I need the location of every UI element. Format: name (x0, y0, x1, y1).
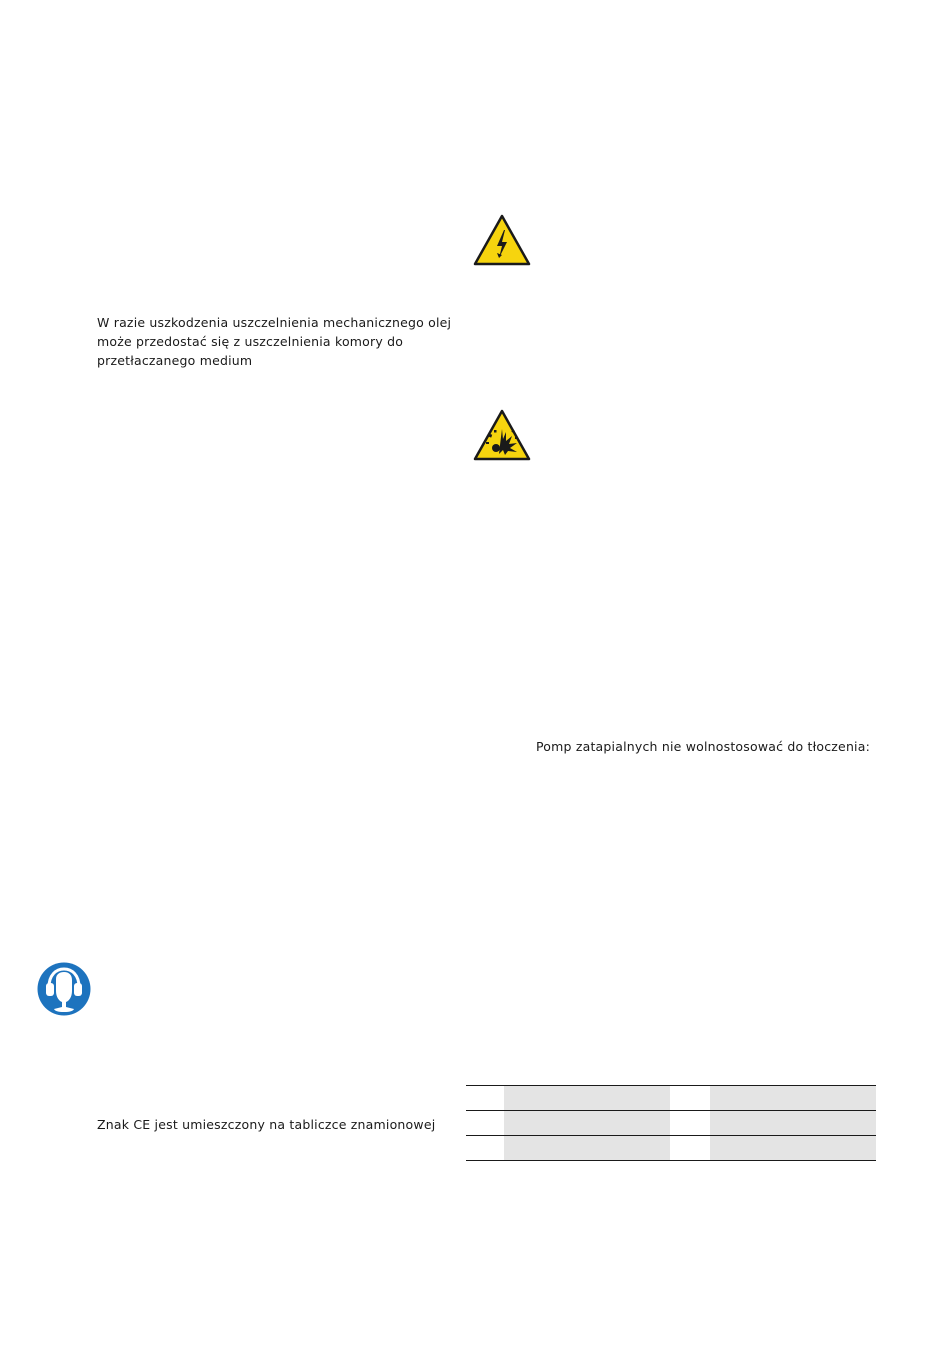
table-cell (670, 1086, 710, 1111)
table-row (466, 1086, 876, 1111)
table-cell (466, 1136, 504, 1161)
table-cell (670, 1111, 710, 1136)
specification-table (466, 1085, 876, 1161)
ce-mark-note: Znak CE jest umieszczony na tabliczce znamionowej (97, 1117, 436, 1132)
high-voltage-warning-icon (472, 213, 532, 267)
table-cell (466, 1086, 504, 1111)
ear-protection-icon (35, 960, 93, 1018)
table-cell (466, 1111, 504, 1136)
pump-restriction-heading: Pomp zatapialnych nie wolnostosować do tłoczenia: (536, 739, 871, 754)
table-cell (504, 1086, 670, 1111)
table-cell (710, 1111, 876, 1136)
table-row (466, 1111, 876, 1136)
table-cell (710, 1086, 876, 1111)
oil-leak-paragraph (97, 313, 451, 370)
table-row (466, 1136, 876, 1161)
explosive-warning-icon (472, 408, 532, 462)
oil-leak-line-3: przetłaczanego medium (97, 353, 253, 368)
table-cell (504, 1111, 670, 1136)
oil-leak-line-1: W razie uszkodzenia uszczelnienia mechanicznego olej (97, 315, 452, 330)
table-cell (504, 1136, 670, 1161)
table-cell (670, 1136, 710, 1161)
table-cell (710, 1136, 876, 1161)
oil-leak-line-2: może przedostać się z uszczelnienia komory do (97, 334, 404, 349)
